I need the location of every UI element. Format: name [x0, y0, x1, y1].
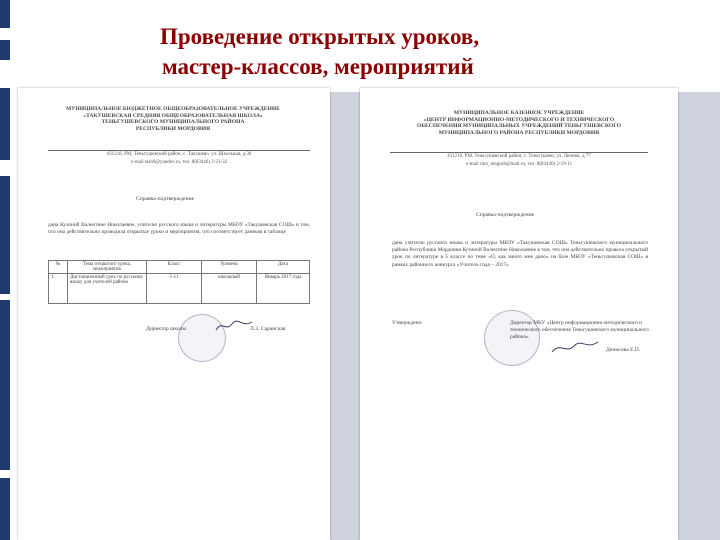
table-header-cell: № [49, 261, 68, 274]
certificate-document-school [18, 88, 330, 540]
table-cell: школьный [202, 274, 257, 304]
table-cell: 5-11 [147, 274, 202, 304]
signature-name: Денисова Е.П. [606, 347, 641, 353]
header-divider [390, 152, 648, 153]
signature-name: Л.З. Саранская [250, 326, 286, 332]
doc-header-line: МУНИЦИПАЛЬНОГО РАЙОНА РЕСПУБЛИКИ МОРДОВИЯ [438, 129, 600, 136]
left-accent-bar [0, 40, 10, 60]
signature-role: Директор школы [146, 326, 187, 332]
doc-body-text: дана учителю русского языка и литературы МБОУ «Такушевская СОШ» Теньгушевского муниципального района Республики Мордовия Кузиной Валентине Николаевне в том, что она действительно провела открытый урок по литературе в 5 классе по теме «О, как много мне дано» на базе МБОУ «Теньгушевская СОШ» в рамках районного конкурса «Учитель года – 2017» [392, 240, 648, 268]
doc-header-line: ТЕНЬГУШЕВСКОГО МУНИЦИПАЛЬНОГО РАЙОНА [101, 119, 245, 126]
doc-header [48, 106, 298, 132]
address-line: 431218, РМ, Теньгушевский район, с. Такушево, ул. Школьная, д.30 [106, 152, 252, 157]
table-header-cell: Класс [147, 261, 202, 274]
left-accent-bar [0, 0, 10, 28]
doc-header-line: МУНИЦИПАЛЬНОЕ БЮДЖЕТНОЕ ОБЩЕОБРАЗОВАТЕЛЬНОЕ УЧРЕЖДЕНИЕ [66, 106, 280, 112]
signature-role: Директор МКУ «Центр информационно-методического и технического обеспечения Теньгушевского муниципального района» [510, 320, 649, 341]
table-header-cell: Тема открытого урока, мероприятия [68, 261, 147, 274]
doc-header-line: ОБЕСПЕЧЕНИЯ МУНИЦИПАЛЬНЫХ УЧРЕЖДЕНИЙ ТЕНЬГУШЕВСКОГО [417, 123, 621, 130]
doc-header [390, 110, 648, 136]
doc-body-text: дана Кузиной Валентине Николаевне, учителю русского языка и литературы МБОУ «Такушевская СОШ» в том, что она действительно проводила открытые уроки и мероприятия, что соответствует данным в таблице [48, 222, 310, 236]
header-divider [48, 150, 310, 151]
doc-header-line: «ЦЕНТР ИНФОРМАЦИОННО-МЕТОДИЧЕСКОГО И ТЕХНИЧЕСКОГО [423, 116, 615, 123]
table-header-cell: Дата [257, 261, 310, 274]
doc-type-label: Справка-подтверждение [136, 196, 195, 202]
table-row [49, 274, 310, 304]
doc-header-line: МУНИЦИПАЛЬНОЕ КАЗЕННОЕ УЧРЕЖДЕНИЕ [453, 110, 585, 116]
address-line: 431210, РМ, Теньгушевский район, с. Теньгушево, ул. Ленина, д.77 [447, 154, 591, 159]
lessons-table [48, 260, 310, 304]
certificate-document-center [360, 88, 678, 540]
slide-title-line-1: Проведение открытых уроков, [160, 24, 480, 49]
doc-type-label: Справка-подтверждение [476, 212, 535, 218]
slide-title [160, 22, 580, 82]
address-line: e-mail rmo_tengush@mail.ru, тел. 8(83446) 2-19-11 [465, 162, 573, 167]
handwritten-signature [550, 338, 600, 356]
approval-label: Утверждено: [392, 320, 423, 326]
table-cell: Январь 2017 года [257, 274, 310, 304]
address-line: e-mail tash9@yandex.ru, тел. 8(83446) 2-23-32 [130, 160, 228, 165]
doc-address [48, 152, 310, 165]
table-cell: 1. [49, 274, 68, 304]
left-accent-bar [0, 478, 10, 540]
handwritten-signature [214, 318, 254, 334]
doc-header-line: РЕСПУБЛИКИ МОРДОВИЯ [135, 125, 211, 132]
left-accent-bar [0, 176, 10, 294]
doc-header-line: «ТАКУШЕВСКАЯ СРЕДНЯЯ ОБЩЕОБРАЗОВАТЕЛЬНАЯ ШКОЛА» [83, 112, 263, 119]
left-accent-bar [0, 300, 10, 470]
slide-title-line-2: мастер-классов, мероприятий [162, 54, 474, 79]
table-cell: Дистанционный урок по русскому языку для учителей района [68, 274, 147, 304]
table-header-cell: Уровень [202, 261, 257, 274]
left-accent-bar [0, 88, 10, 160]
table-header-row [49, 261, 310, 274]
doc-address [390, 154, 648, 167]
